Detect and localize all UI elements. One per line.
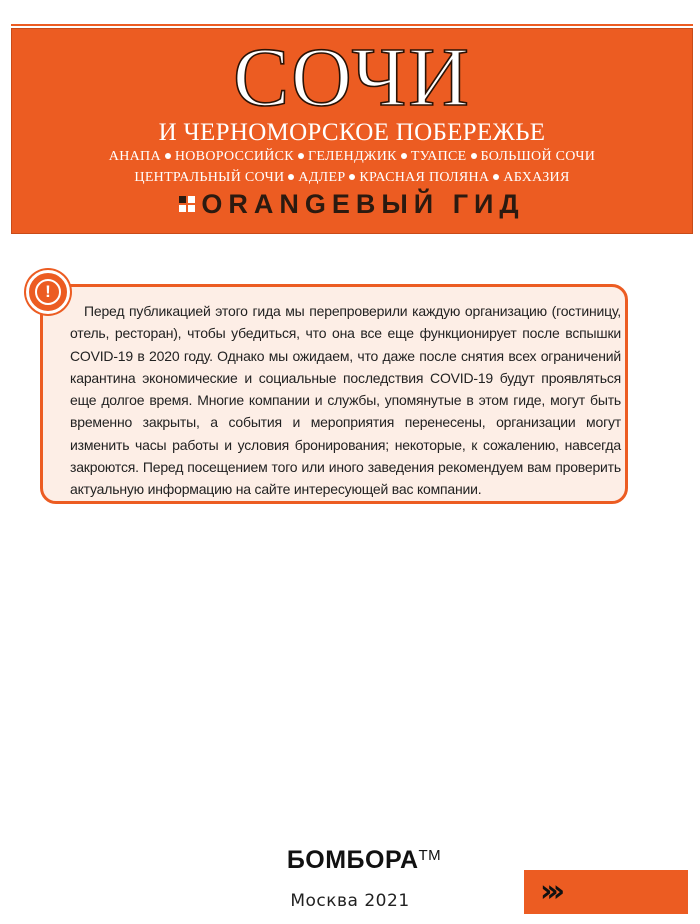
bullet-icon: [471, 153, 477, 159]
city-item: КРАСНАЯ ПОЛЯНА: [359, 170, 490, 185]
city-item: АНАПА: [108, 149, 161, 164]
triple-chevron-right-icon: ›››: [540, 874, 560, 909]
bullet-icon: [349, 174, 355, 180]
city-year: Москва 2021: [290, 891, 410, 911]
city-item: НОВОРОССИЙСК: [174, 149, 294, 164]
brand-logo-icon: [179, 196, 195, 212]
banner-top-rule: [11, 24, 693, 26]
bullet-icon: [493, 174, 499, 180]
series-brand: [11, 188, 693, 220]
next-page-tab[interactable]: [524, 870, 688, 914]
city-item: АБХАЗИЯ: [503, 170, 570, 185]
city-item: БОЛЬШОЙ СОЧИ: [480, 149, 596, 164]
bullet-icon: [401, 153, 407, 159]
cover-banner: [11, 28, 693, 234]
cities-row-2: [11, 168, 693, 188]
city-item: АДЛЕР: [298, 170, 346, 185]
bullet-icon: [165, 153, 171, 159]
publisher-name: [287, 846, 441, 874]
cities-row-1: [11, 147, 693, 167]
book-title: СОЧИ: [233, 31, 471, 124]
exclamation-icon: [26, 270, 70, 314]
trademark-mark: TM: [418, 847, 442, 864]
book-subtitle: И ЧЕРНОМОРСКОЕ ПОБЕРЕЖЬЕ: [158, 119, 546, 146]
bullet-icon: [298, 153, 304, 159]
city-item: ТУАПСЕ: [410, 149, 467, 164]
exclamation-glyph: !: [35, 279, 61, 305]
publisher-label: БОМБОРА: [286, 846, 419, 874]
notice-text: Перед публикацией этого гида мы перепроверили каждую организацию (гостиницу, отель, ресторан), чтобы убедиться, что она все еще функционирует после вспышки COVID-19 в 2020 году. Однако мы ожидаем, что даже после снятия всех ограничений карантина экономические и социальные последствия COVID-19 будут проявляться еще долгое время. Многие компании и службы, упомянутые в этом гиде, могут быть временно закрыты, а события и мероприятия перенесены, организации могут изменить часы работы и условия бронирования; некоторые, к сожалению, навсегда закроются. Перед посещением того или иного заведения рекомендуем вам проверить актуальную информацию на сайте интересующей вас компании.: [70, 303, 621, 498]
city-item: ГЕЛЕНДЖИК: [307, 149, 397, 164]
brand-label: ORANGEВЫЙ ГИД: [201, 189, 525, 219]
city-item: ЦЕНТРАЛЬНЫЙ СОЧИ: [134, 170, 285, 185]
bullet-icon: [288, 174, 294, 180]
